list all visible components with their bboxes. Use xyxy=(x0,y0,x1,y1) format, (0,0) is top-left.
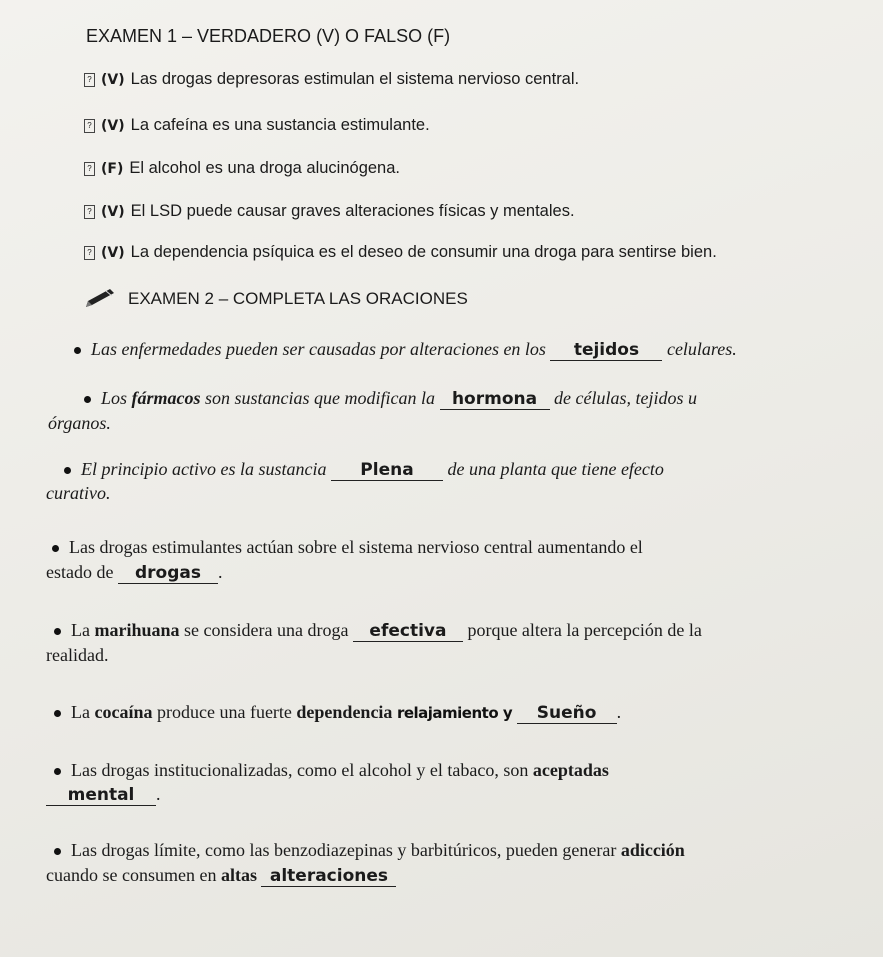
tf-answer: (V) xyxy=(101,244,125,261)
exam2-title: EXAMEN 2 – COMPLETA LAS ORACIONES xyxy=(128,289,468,308)
sentence-text: celulares. xyxy=(666,339,737,359)
missing-glyph-icon: ? xyxy=(84,73,95,87)
sentence-2-cont xyxy=(48,413,111,434)
bullet-icon xyxy=(74,347,81,354)
sentence-text: órganos. xyxy=(48,413,111,433)
sentence-4-cont xyxy=(46,562,222,584)
tf-answer: (V) xyxy=(101,71,125,88)
sentence-5-cont xyxy=(46,645,108,666)
bullet-icon xyxy=(54,628,61,635)
handwritten-answer: drogas xyxy=(134,563,201,583)
blank-field[interactable] xyxy=(517,702,617,724)
sentence-text: El principio activo es la sustancia xyxy=(81,459,327,479)
handwritten-answer: mental xyxy=(67,785,135,805)
sentence-2 xyxy=(84,388,697,410)
sentence-text: porque altera la percepción de la xyxy=(467,620,702,640)
sentence-text: de una planta que tiene efecto xyxy=(447,459,664,479)
blank-field[interactable] xyxy=(440,388,550,410)
missing-glyph-icon: ? xyxy=(84,205,95,219)
blank-field[interactable] xyxy=(353,620,463,642)
handwritten-answer: hormona xyxy=(451,389,538,409)
sentence-text: Las drogas límite, como las benzodiazepinas y barbitúricos, pueden generar xyxy=(71,840,617,860)
tf-answer: (F) xyxy=(101,160,124,177)
bold-term: cocaína xyxy=(94,702,153,722)
bullet-icon xyxy=(54,848,61,855)
sentence-8 xyxy=(54,840,685,861)
bullet-icon xyxy=(54,768,61,775)
sentence-text: se considera una droga xyxy=(184,620,349,640)
sentence-5 xyxy=(54,620,702,642)
tf-answer: (V) xyxy=(101,203,125,220)
sentence-text: . xyxy=(217,562,223,582)
sentence-text: de células, tejidos u xyxy=(554,388,697,408)
sentence-6 xyxy=(54,702,621,724)
tf-statement: La cafeína es una sustancia estimulante. xyxy=(130,116,430,134)
sentence-3-cont xyxy=(46,483,111,504)
tf-item-2 xyxy=(84,116,430,135)
handwritten-answer: relajamiento y xyxy=(396,704,513,722)
bold-term: adicción xyxy=(620,840,685,860)
blank-field[interactable] xyxy=(331,459,443,481)
pencil-icon xyxy=(84,289,118,309)
sentence-text: La xyxy=(71,620,90,640)
blank-field[interactable] xyxy=(261,865,396,887)
handwritten-answer: tejidos xyxy=(573,340,640,360)
bullet-icon xyxy=(54,710,61,717)
sentence-3 xyxy=(64,459,664,481)
missing-glyph-icon: ? xyxy=(84,246,95,260)
sentence-text: Las drogas estimulantes actúan sobre el sistema nervioso central aumentando el xyxy=(69,537,643,557)
tf-answer: (V) xyxy=(101,117,125,134)
tf-statement: El alcohol es una droga alucinógena. xyxy=(129,159,400,177)
missing-glyph-icon: ? xyxy=(84,162,95,176)
sentence-text: realidad. xyxy=(46,645,109,665)
blank-field[interactable] xyxy=(550,339,662,361)
bullet-icon xyxy=(64,467,71,474)
bold-term: altas xyxy=(220,865,257,885)
blank-field[interactable] xyxy=(46,784,156,806)
sentence-text: Los xyxy=(101,388,128,408)
sentence-text: La xyxy=(71,702,90,722)
sentence-4 xyxy=(52,537,643,558)
tf-statement: La dependencia psíquica es el deseo de consumir una droga para sentirse bien. xyxy=(130,243,717,261)
bold-term: aceptadas xyxy=(532,760,609,780)
sentence-text: curativo. xyxy=(46,483,111,503)
sentence-text: produce una fuerte xyxy=(156,702,292,722)
exam1-title: EXAMEN 1 – VERDADERO (V) O FALSO (F) xyxy=(86,26,451,46)
sentence-1 xyxy=(74,339,737,361)
sentence-8-cont xyxy=(46,865,396,887)
sentence-text: . xyxy=(616,702,622,722)
tf-item-1 xyxy=(84,70,579,89)
sentence-7 xyxy=(54,760,609,781)
handwritten-answer: alteraciones xyxy=(269,866,389,886)
handwritten-answer: efectiva xyxy=(369,621,447,641)
handwritten-answer: Plena xyxy=(360,460,414,480)
exam2-header xyxy=(84,289,468,309)
sentence-text: . xyxy=(156,784,161,804)
sentence-text: cuando se consumen en xyxy=(46,865,217,885)
missing-glyph-icon: ? xyxy=(84,119,95,133)
sentence-text: son sustancias que modifican la xyxy=(205,388,436,408)
sentence-text: estado de xyxy=(46,562,114,582)
tf-item-5 xyxy=(84,243,717,262)
tf-statement: El LSD puede causar graves alteraciones físicas y mentales. xyxy=(130,202,575,220)
blank-field[interactable] xyxy=(118,562,218,584)
bold-term: marihuana xyxy=(94,620,180,640)
bold-term: fármacos xyxy=(131,388,201,408)
tf-statement: Las drogas depresoras estimulan el sistema nervioso central. xyxy=(130,70,580,88)
sentence-text: Las enfermedades pueden ser causadas por alteraciones en los xyxy=(91,339,546,359)
sentence-text: Las drogas institucionalizadas, como el alcohol y el tabaco, son xyxy=(71,760,529,780)
bullet-icon xyxy=(52,545,59,552)
tf-item-4 xyxy=(84,202,575,221)
handwritten-answer: Sueño xyxy=(536,703,597,723)
bold-term: dependencia xyxy=(296,702,393,722)
bullet-icon xyxy=(84,396,91,403)
sentence-7-cont xyxy=(46,784,161,806)
tf-item-3 xyxy=(84,159,400,178)
